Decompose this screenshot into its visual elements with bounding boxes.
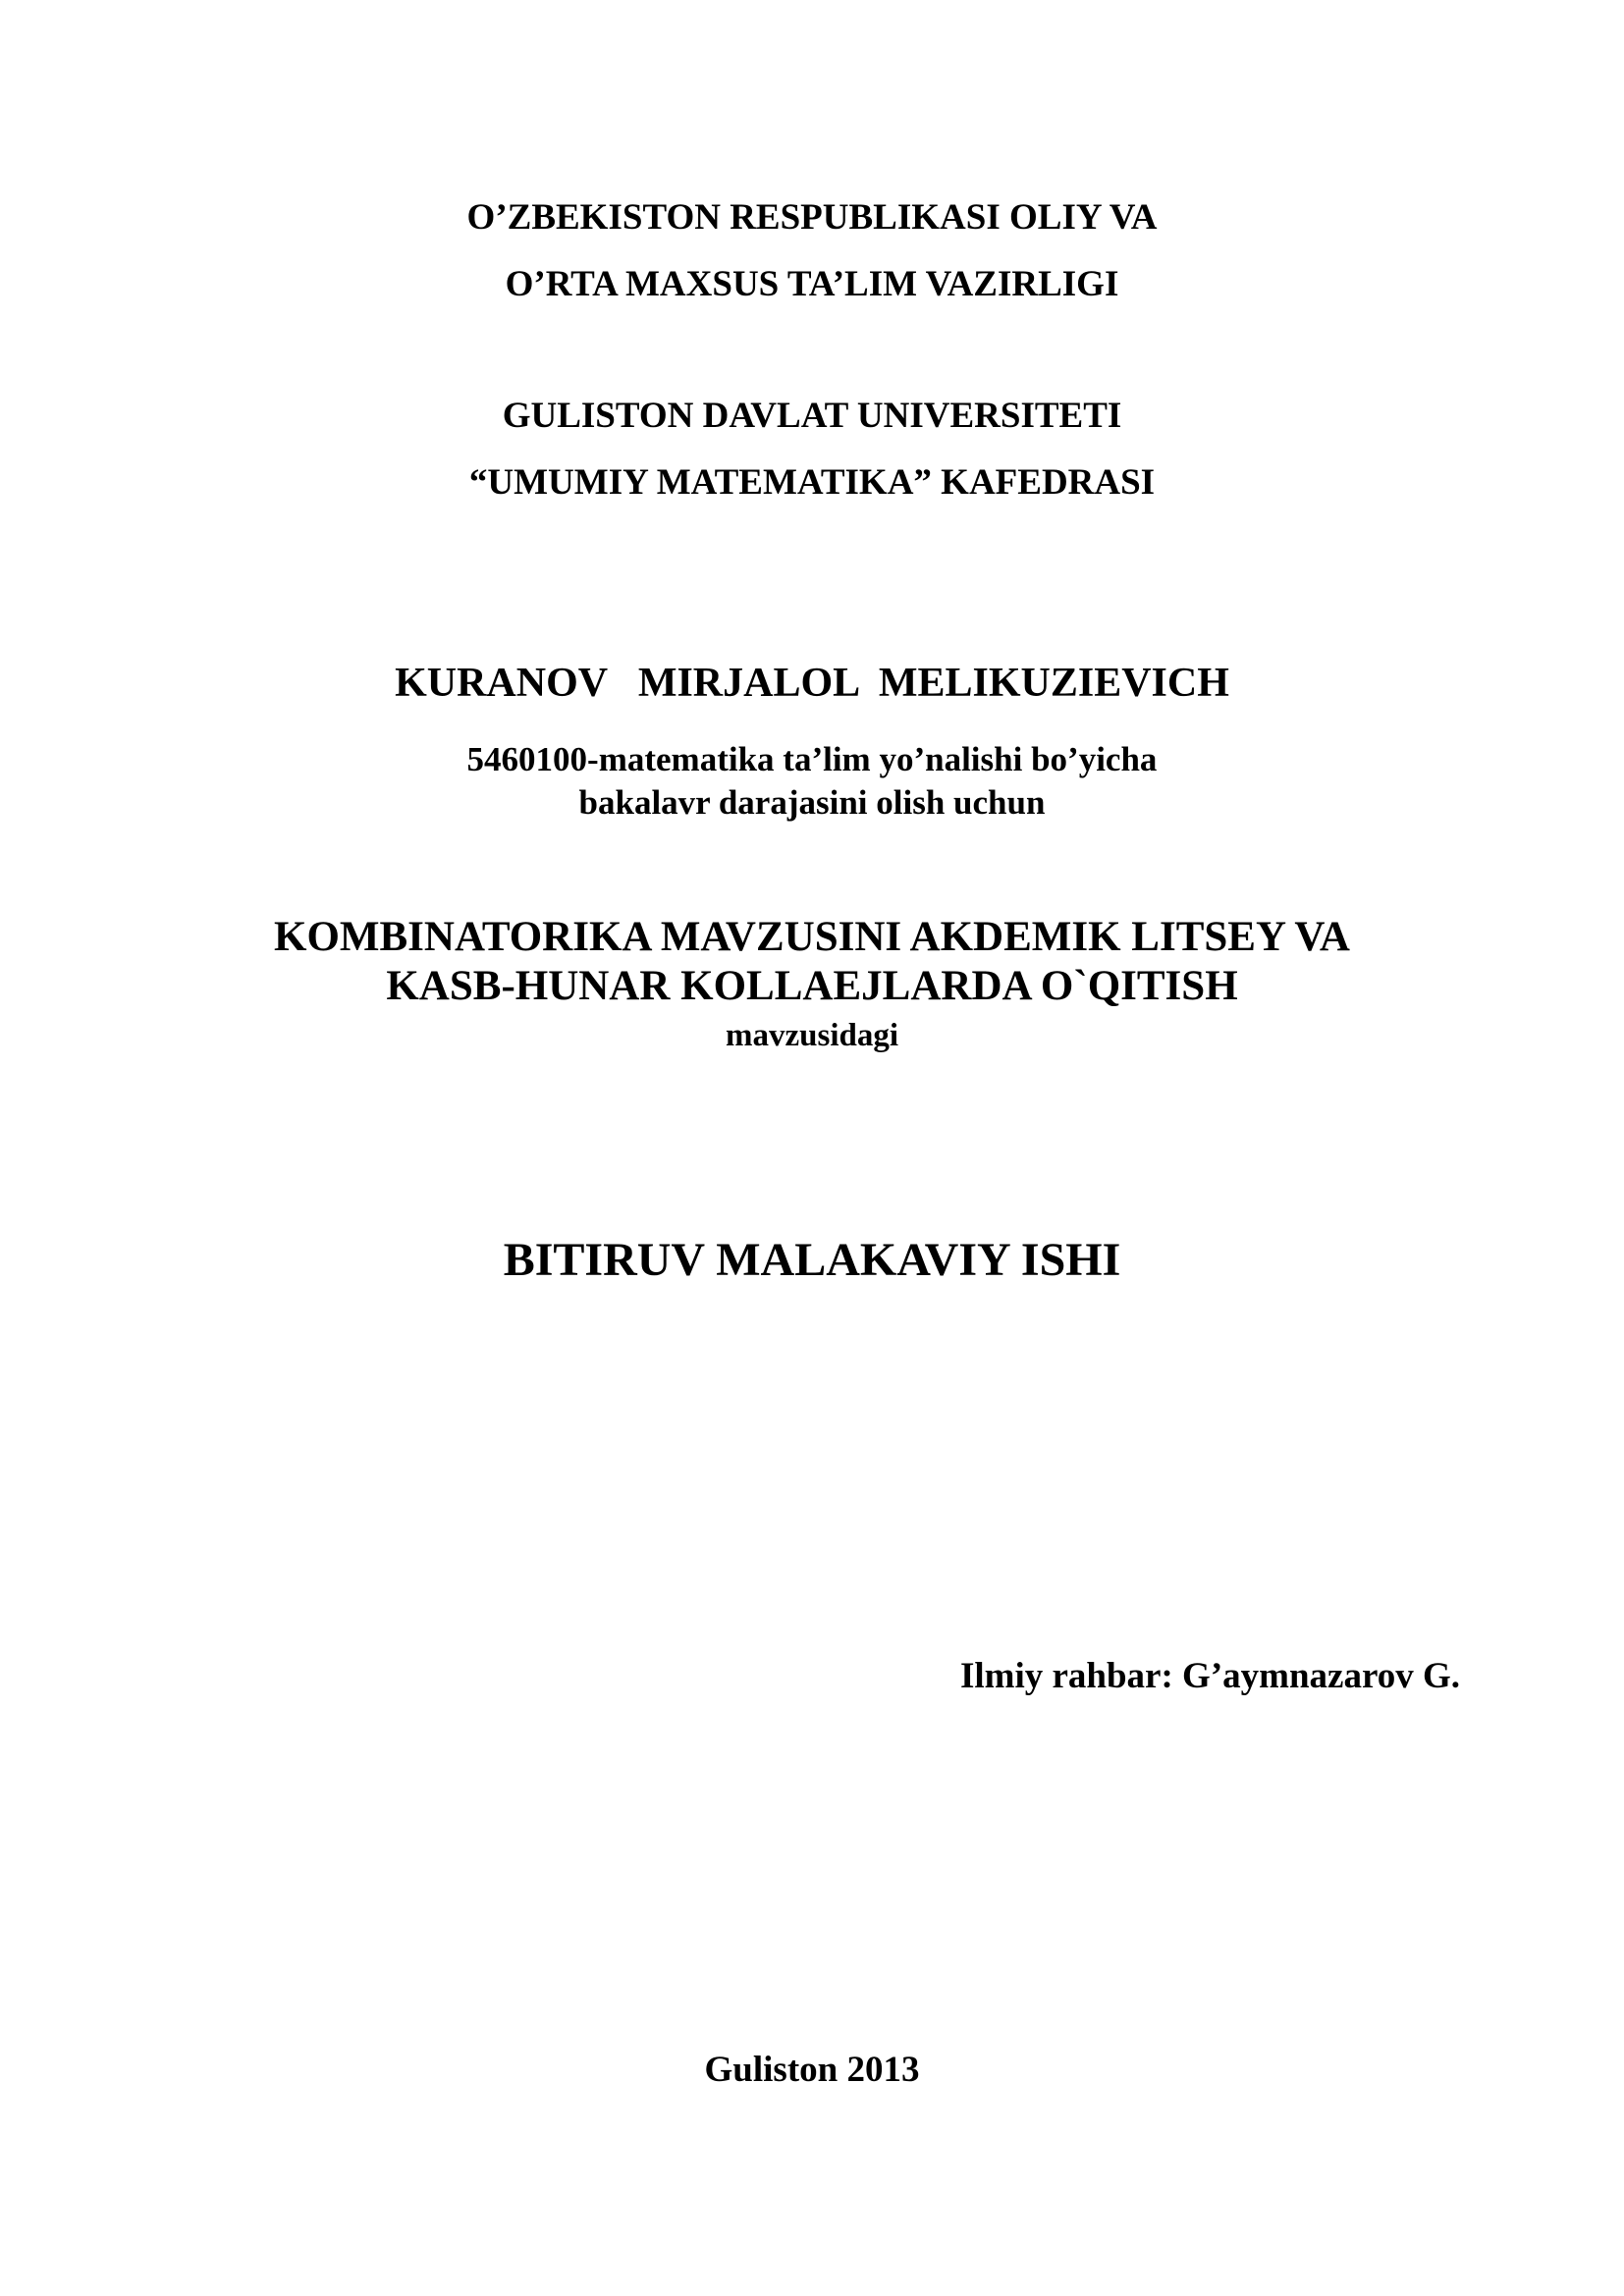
topic-suffix: mavzusidagi (725, 1018, 899, 1053)
topic-line-2: KASB-HUNAR KOLLAEJLARDA O`QITISH (386, 963, 1238, 1009)
work-type-title: BITIRUV MALAKAVIY ISHI (503, 1234, 1121, 1286)
university-name: GULISTON DAVLAT UNIVERSITETI (502, 396, 1122, 436)
ministry-line-2: O’RTA MAXSUS TA’LIM VAZIRLIGI (505, 264, 1119, 304)
supervisor: Ilmiy rahbar: G’aymnazarov G. (959, 1656, 1460, 1696)
department-name: “UMUMIY MATEMATIKA” KAFEDRASI (468, 462, 1156, 503)
topic-line-1: KOMBINATORIKA MAVZUSINI AKDEMIK LITSEY VA (274, 914, 1350, 960)
specialty-line-2: bakalavr darajasini olish uchun (578, 783, 1046, 822)
ministry-line-1: O’ZBEKISTON RESPUBLIKASI OLIY VA (466, 197, 1158, 238)
city-year: Guliston 2013 (704, 2050, 920, 2090)
author-name: KURANOV MIRJALOL MELIKUZIEVICH (395, 661, 1229, 706)
specialty-line-1: 5460100-matematika ta’lim yo’nalishi bo’yicha (466, 740, 1158, 778)
